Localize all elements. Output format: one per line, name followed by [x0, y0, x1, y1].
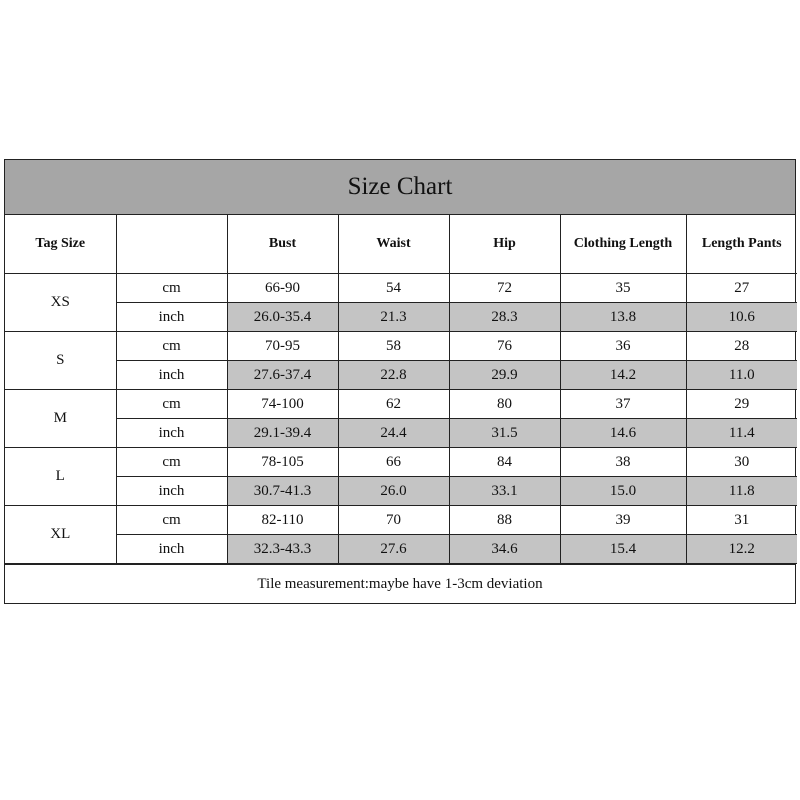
- hip-cell: 80: [449, 390, 560, 419]
- length-pants-cell: 11.4: [686, 419, 797, 448]
- size-label: XL: [5, 506, 116, 564]
- size-label: S: [5, 332, 116, 390]
- clothing-length-cell: 15.4: [560, 535, 686, 564]
- size-table: [5, 215, 797, 564]
- clothing-length-cell: 13.8: [560, 303, 686, 332]
- bust-cell: 70-95: [227, 332, 338, 361]
- length-pants-cell: 30: [686, 448, 797, 477]
- header-bust: Bust: [227, 215, 338, 274]
- waist-cell: 22.8: [338, 361, 449, 390]
- waist-cell: 62: [338, 390, 449, 419]
- table-row: [5, 303, 797, 332]
- waist-cell: 58: [338, 332, 449, 361]
- unit-label: inch: [116, 303, 227, 332]
- hip-cell: 76: [449, 332, 560, 361]
- hip-cell: 88: [449, 506, 560, 535]
- clothing-length-cell: 14.2: [560, 361, 686, 390]
- table-row: [5, 506, 797, 535]
- bust-cell: 74-100: [227, 390, 338, 419]
- size-chart: [4, 159, 796, 604]
- table-row: [5, 390, 797, 419]
- unit-label: inch: [116, 477, 227, 506]
- length-pants-cell: 27: [686, 274, 797, 303]
- bust-cell: 66-90: [227, 274, 338, 303]
- bust-cell: 78-105: [227, 448, 338, 477]
- unit-label: inch: [116, 535, 227, 564]
- table-row: [5, 535, 797, 564]
- waist-cell: 27.6: [338, 535, 449, 564]
- header-row: [5, 215, 797, 274]
- waist-cell: 54: [338, 274, 449, 303]
- unit-label: cm: [116, 274, 227, 303]
- bust-cell: 32.3-43.3: [227, 535, 338, 564]
- clothing-length-cell: 35: [560, 274, 686, 303]
- hip-cell: 28.3: [449, 303, 560, 332]
- length-pants-cell: 12.2: [686, 535, 797, 564]
- clothing-length-cell: 37: [560, 390, 686, 419]
- clothing-length-cell: 39: [560, 506, 686, 535]
- length-pants-cell: 29: [686, 390, 797, 419]
- bust-cell: 27.6-37.4: [227, 361, 338, 390]
- table-row: [5, 448, 797, 477]
- hip-cell: 84: [449, 448, 560, 477]
- length-pants-cell: 31: [686, 506, 797, 535]
- hip-cell: 34.6: [449, 535, 560, 564]
- hip-cell: 33.1: [449, 477, 560, 506]
- unit-label: inch: [116, 419, 227, 448]
- length-pants-cell: 11.8: [686, 477, 797, 506]
- hip-cell: 72: [449, 274, 560, 303]
- waist-cell: 21.3: [338, 303, 449, 332]
- header-clothing-length: Clothing Length: [560, 215, 686, 274]
- size-label: XS: [5, 274, 116, 332]
- clothing-length-cell: 38: [560, 448, 686, 477]
- measurement-note: Tile measurement:maybe have 1-3cm deviation: [5, 564, 795, 603]
- unit-label: cm: [116, 448, 227, 477]
- length-pants-cell: 10.6: [686, 303, 797, 332]
- unit-label: cm: [116, 332, 227, 361]
- unit-label: inch: [116, 361, 227, 390]
- clothing-length-cell: 15.0: [560, 477, 686, 506]
- size-label: L: [5, 448, 116, 506]
- unit-label: cm: [116, 390, 227, 419]
- length-pants-cell: 28: [686, 332, 797, 361]
- waist-cell: 26.0: [338, 477, 449, 506]
- chart-title: Size Chart: [5, 160, 795, 215]
- header-waist: Waist: [338, 215, 449, 274]
- hip-cell: 29.9: [449, 361, 560, 390]
- table-row: [5, 477, 797, 506]
- waist-cell: 70: [338, 506, 449, 535]
- table-row: [5, 274, 797, 303]
- waist-cell: 24.4: [338, 419, 449, 448]
- size-label: M: [5, 390, 116, 448]
- unit-label: cm: [116, 506, 227, 535]
- header-unit: [116, 215, 227, 274]
- table-row: [5, 332, 797, 361]
- waist-cell: 66: [338, 448, 449, 477]
- header-length-pants: Length Pants: [686, 215, 797, 274]
- hip-cell: 31.5: [449, 419, 560, 448]
- clothing-length-cell: 14.6: [560, 419, 686, 448]
- table-row: [5, 361, 797, 390]
- clothing-length-cell: 36: [560, 332, 686, 361]
- bust-cell: 26.0-35.4: [227, 303, 338, 332]
- length-pants-cell: 11.0: [686, 361, 797, 390]
- header-tag-size: Tag Size: [5, 215, 116, 274]
- bust-cell: 82-110: [227, 506, 338, 535]
- table-row: [5, 419, 797, 448]
- bust-cell: 29.1-39.4: [227, 419, 338, 448]
- bust-cell: 30.7-41.3: [227, 477, 338, 506]
- header-hip: Hip: [449, 215, 560, 274]
